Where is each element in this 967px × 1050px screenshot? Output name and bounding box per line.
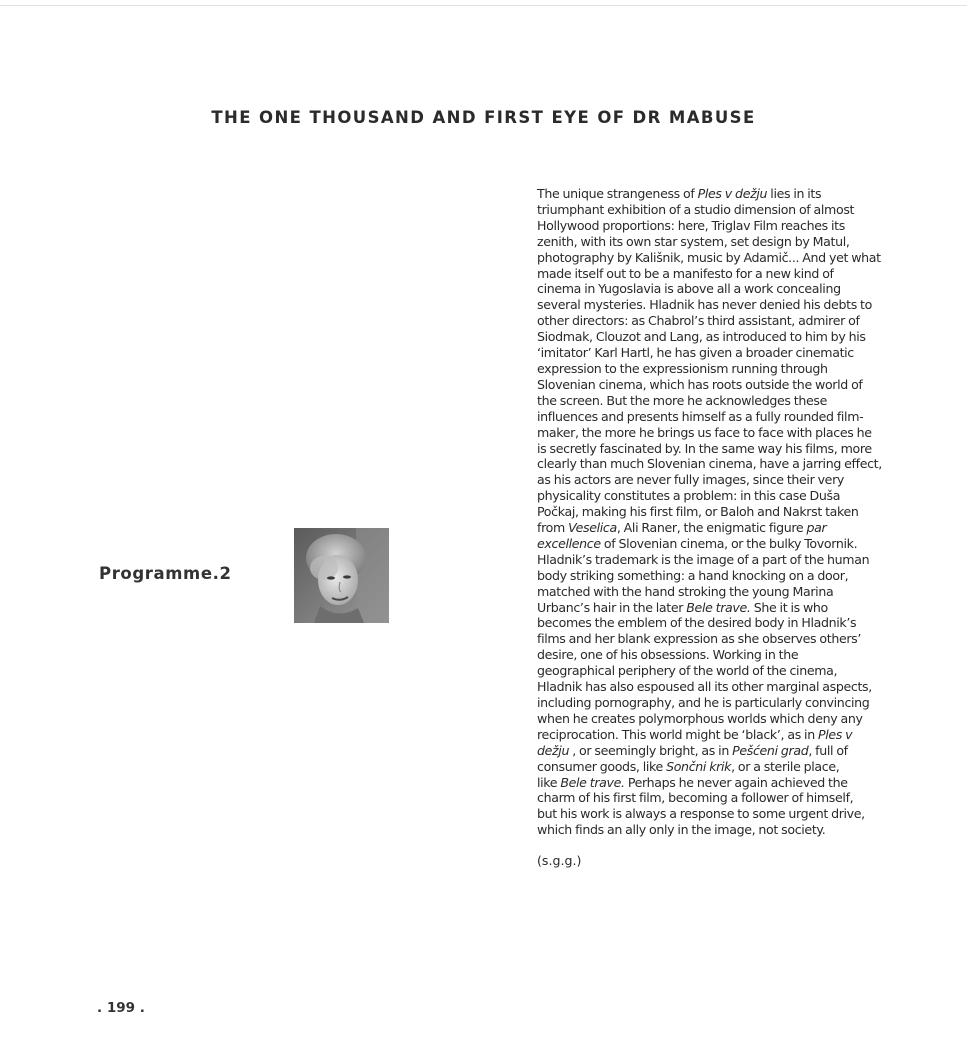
article-line [537, 504, 885, 520]
film-still-image [294, 528, 389, 623]
article-line [537, 695, 885, 711]
article-body [537, 186, 885, 838]
text-run: ‘imitator’ Karl Hartl, he has given a broader cinematic [537, 345, 854, 361]
text-run: The unique strangeness of [537, 186, 698, 201]
text-run: , Ali Raner, the enigmatic figure [616, 520, 807, 536]
page-title: THE ONE THOUSAND AND FIRST EYE OF DR MABUSE [211, 108, 756, 127]
text-run: made itself out to be a manifesto for a new kind of [537, 265, 834, 281]
text-run: reciprocation. This world might be ‘black’, as in [537, 726, 818, 742]
text-run: several mysteries. Hladnik has never denied his debts to [537, 297, 872, 313]
text-run: Perhaps he never again achieved the [624, 774, 848, 790]
text-run: Slovenian cinema, which has roots outside the world of [537, 376, 863, 392]
text-run: matched with the hand stroking the young Marina [537, 583, 834, 599]
text-run: films and her blank expression as she observes others’ [537, 631, 862, 647]
text-run: triumphant exhibition of a studio dimension of almost [537, 201, 855, 217]
article-line [537, 663, 885, 679]
text-run: Hollywood proportions: here, Triglav Film reaches its [537, 217, 845, 233]
article-line [537, 775, 885, 791]
article-line [537, 186, 885, 202]
text-run: is secretly fascinated by. In the same way his films, more [537, 440, 872, 456]
text-run: Počkaj, making his first film, or Baloh and Nakrst taken [537, 504, 859, 520]
text-run: lies in its [767, 186, 822, 201]
text-run: maker, the more he brings us face to face with places he [537, 424, 872, 440]
page-number: . 199 . [97, 1000, 145, 1016]
text-run: desire, one of his obsessions. Working in the [537, 647, 799, 663]
article-line [537, 727, 885, 743]
text-run: of Slovenian cinema, or the bulky Tovornik. [600, 535, 858, 551]
film-title-italic: Sončni krik [666, 758, 732, 774]
text-run: including pornography, and he is particularly convincing [537, 695, 870, 710]
article-line [537, 488, 885, 504]
text-run: She it is who [750, 599, 828, 615]
article-line [537, 266, 885, 282]
article-line [537, 361, 885, 377]
text-run: the screen. But the more he acknowledges these [537, 392, 827, 408]
article-line [537, 472, 885, 488]
text-run: physicality constitutes a problem: in this case Duša [537, 488, 841, 504]
text-run: cinema in Yugoslavia is above all a work concealing [537, 281, 841, 297]
text-run: expression to the expressionism running through [537, 360, 828, 376]
article-line [537, 536, 885, 552]
text-run: other directors: as Chabrol’s third assistant, admirer of [537, 313, 860, 329]
text-run: photography by Kališnik, music by Adamič... And yet what [537, 249, 881, 265]
film-title-italic: Ples v dežju [697, 186, 768, 201]
top-rule [0, 5, 967, 6]
text-run: Hladnik’s trademark is the image of a part of the human [537, 551, 870, 567]
text-run: Hladnik has also espoused all its other marginal aspects, [537, 679, 872, 695]
author-signature: (s.g.g.) [537, 853, 582, 868]
article-line [537, 441, 885, 457]
film-title-italic: par [806, 520, 827, 536]
article-line [537, 743, 885, 759]
article-line [537, 647, 885, 663]
article-line [537, 600, 885, 616]
article-line [537, 615, 885, 631]
text-run: becomes the emblem of the desired body in Hladnik’s [537, 615, 857, 631]
article-line [537, 250, 885, 266]
article-line [537, 679, 885, 695]
article-line [537, 377, 885, 393]
film-title-italic: Veselica [568, 520, 617, 536]
article-line [537, 329, 885, 345]
text-run: , or a sterile place, [731, 758, 840, 774]
text-run: Siodmak, Clouzot and Lang, as introduced to him by his [537, 329, 866, 345]
article-line [537, 297, 885, 313]
article-line [537, 552, 885, 568]
article-line [537, 822, 885, 838]
text-run: when he creates polymorphous worlds which deny any [537, 710, 863, 726]
film-title-italic: excellence [537, 535, 601, 551]
text-run: as his actors are never fully images, since their very [537, 472, 844, 488]
film-still-photo [294, 528, 389, 623]
text-run: clearly than much Slovenian cinema, have a jarring effect, [537, 456, 882, 472]
text-run: but his work is always a response to some urgent drive, [537, 806, 865, 822]
article-line [537, 409, 885, 425]
article-line [537, 218, 885, 234]
film-title-italic: Bele trave. [560, 774, 625, 790]
text-run: which finds an ally only in the image, not society. [537, 822, 826, 838]
film-title-italic: Ples v [818, 726, 853, 742]
article-line [537, 313, 885, 329]
article-line [537, 806, 885, 822]
article-line [537, 568, 885, 584]
text-run: , full of [808, 742, 848, 758]
article-line [537, 584, 885, 600]
text-run: influences and presents himself as a fully rounded film- [537, 408, 864, 424]
article-line [537, 631, 885, 647]
article-line [537, 790, 885, 806]
text-run: Urbanc’s hair in the later [537, 599, 687, 615]
text-run: zenith, with its own star system, set design by Matul, [537, 233, 850, 249]
article-line [537, 393, 885, 409]
article-line [537, 202, 885, 218]
article-line [537, 759, 885, 775]
text-run: consumer goods, like [537, 758, 667, 774]
programme-label: Programme.2 [99, 564, 232, 583]
text-run: from [537, 520, 569, 536]
article-line [537, 281, 885, 297]
article-line [537, 345, 885, 361]
article-line [537, 234, 885, 250]
text-run: , or seemingly bright, as in [569, 742, 733, 758]
film-title-italic: dežju [537, 742, 570, 758]
film-title-italic: Bele trave. [686, 599, 751, 615]
text-run: body striking something: a hand knocking on a door, [537, 567, 849, 583]
text-run: geographical periphery of the world of the cinema, [537, 663, 838, 679]
article-line [537, 711, 885, 727]
film-title-italic: Pešćeni grad [732, 742, 809, 758]
text-run: charm of his first film, becoming a follower of himself, [537, 790, 854, 806]
article-line [537, 425, 885, 441]
text-run: like [537, 774, 561, 790]
article-line [537, 520, 885, 536]
article-line [537, 456, 885, 472]
